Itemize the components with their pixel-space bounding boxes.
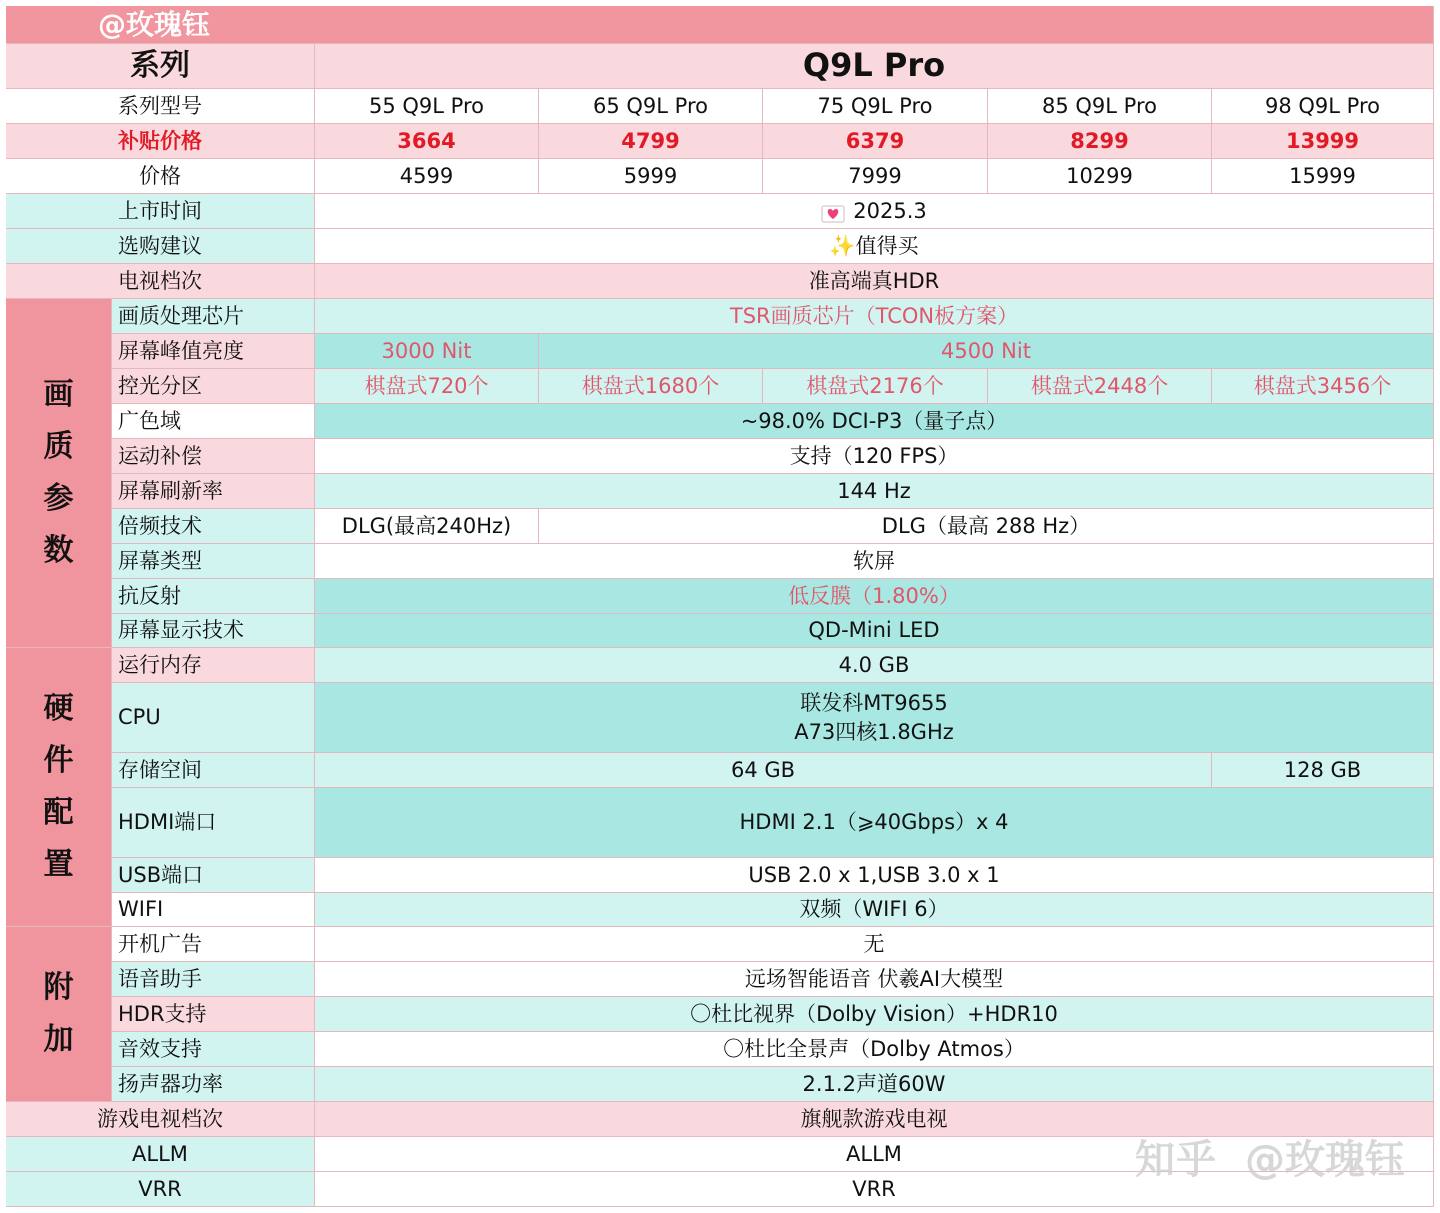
multiplier-65-98: DLG（最高 288 Hz） [539, 509, 1434, 544]
category-picture [6, 299, 112, 648]
panel-type-value: 软屏 [315, 544, 1434, 579]
row-label-display-tech: 屏幕显示技术 [112, 614, 315, 648]
price-75: 7999 [763, 159, 988, 194]
row-label-panel-type: 屏幕类型 [112, 544, 315, 579]
brightness-55: 3000 Nit [315, 334, 539, 369]
tier-value: 准高端真HDR [315, 264, 1434, 299]
subsidy-price-75: 6379 [763, 124, 988, 159]
heart-letter-icon [821, 202, 845, 220]
price-55: 4599 [315, 159, 539, 194]
chip-value: TSR画质芯片（TCON板方案） [315, 299, 1434, 334]
audio-value: 〇杜比全景声（Dolby Atmos） [315, 1032, 1434, 1067]
category-hardware [6, 648, 112, 927]
price-98: 15999 [1212, 159, 1434, 194]
row-label-storage: 存储空间 [112, 753, 315, 788]
cpu-line-2: A73四核1.8GHz [794, 719, 954, 744]
boot-ad-value: 无 [315, 927, 1434, 962]
model-65: 65 Q9L Pro [539, 89, 763, 124]
hdr-value: 〇杜比视界（Dolby Vision）+HDR10 [315, 997, 1434, 1032]
antiglare-value: 低反膜（1.80%） [315, 579, 1434, 614]
row-label-hdr: HDR支持 [112, 997, 315, 1032]
ram-value: 4.0 GB [315, 648, 1434, 683]
usb-value: USB 2.0 x 1,USB 3.0 x 1 [315, 858, 1434, 893]
speaker-value: 2.1.2声道60W [315, 1067, 1434, 1102]
row-label-brightness: 屏幕峰值亮度 [112, 334, 315, 369]
cpu-value [315, 683, 1434, 753]
category-hardware-char-3: 配 [43, 795, 74, 830]
allm-value: ALLM [315, 1137, 1434, 1172]
row-label-memc: 运动补偿 [112, 439, 315, 474]
category-picture-char-2: 质 [43, 429, 74, 464]
category-hardware-char-1: 硬 [43, 691, 74, 726]
row-label-refresh: 屏幕刷新率 [112, 474, 315, 509]
site-watermark: 知乎 [1135, 1137, 1217, 1183]
vrr-value: VRR [315, 1172, 1434, 1207]
row-label-game-tier: 游戏电视档次 [6, 1102, 315, 1137]
row-label-dimming: 控光分区 [112, 369, 315, 404]
voice-value: 远场智能语音 伏羲AI大模型 [315, 962, 1434, 997]
row-label-model: 系列型号 [6, 89, 315, 124]
author-bar [6, 6, 1434, 44]
row-label-wifi: WIFI [112, 893, 315, 927]
category-extra-char-1: 附 [43, 970, 74, 1005]
row-label-hdmi: HDMI端口 [112, 788, 315, 858]
row-label-usb: USB端口 [112, 858, 315, 893]
model-98: 98 Q9L Pro [1212, 89, 1434, 124]
gamut-value: ~98.0% DCI-P3（量子点） [315, 404, 1434, 439]
row-label-speaker: 扬声器功率 [112, 1067, 315, 1102]
storage-98: 128 GB [1212, 753, 1434, 788]
refresh-value: 144 Hz [315, 474, 1434, 509]
author-label: @玫瑰钰 [98, 7, 211, 41]
dimming-98: 棋盘式3456个 [1212, 369, 1434, 404]
series-name: Q9L Pro [315, 44, 1434, 89]
row-label-boot-ad: 开机广告 [112, 927, 315, 962]
category-picture-char-3: 参 [43, 481, 74, 516]
game-tier-value: 旗舰款游戏电视 [315, 1102, 1434, 1137]
brightness-65-98: 4500 Nit [539, 334, 1434, 369]
subsidy-price-98: 13999 [1212, 124, 1434, 159]
release-value: 2025.3 [853, 198, 927, 223]
row-label-tier: 电视档次 [6, 264, 315, 299]
row-label-release: 上市时间 [6, 194, 315, 229]
series-label: 系列 [6, 44, 315, 89]
model-85: 85 Q9L Pro [988, 89, 1212, 124]
subsidy-price-85: 8299 [988, 124, 1212, 159]
wifi-value: 双频（WIFI 6） [315, 893, 1434, 927]
dimming-75: 棋盘式2176个 [763, 369, 988, 404]
row-label-chip: 画质处理芯片 [112, 299, 315, 334]
row-label-allm: ALLM [6, 1137, 315, 1172]
multiplier-55: DLG(最高240Hz) [315, 509, 539, 544]
category-picture-char-1: 画 [43, 377, 74, 412]
dimming-85: 棋盘式2448个 [988, 369, 1212, 404]
advice-value: ✨值得买 [315, 229, 1434, 264]
row-label-subsidy-price: 补贴价格 [6, 124, 315, 159]
row-label-voice: 语音助手 [112, 962, 315, 997]
row-label-vrr: VRR [6, 1172, 315, 1207]
row-label-advice: 选购建议 [6, 229, 315, 264]
storage-55-85: 64 GB [315, 753, 1212, 788]
cpu-line-1: 联发科MT9655 [800, 691, 948, 716]
category-extra-char-2: 加 [43, 1022, 74, 1057]
category-hardware-char-2: 件 [43, 743, 74, 778]
subsidy-price-65: 4799 [539, 124, 763, 159]
memc-value: 支持（120 FPS） [315, 439, 1434, 474]
row-label-audio: 音效支持 [112, 1032, 315, 1067]
subsidy-price-55: 3664 [315, 124, 539, 159]
model-75: 75 Q9L Pro [763, 89, 988, 124]
row-label-gamut: 广色域 [112, 404, 315, 439]
price-65: 5999 [539, 159, 763, 194]
price-85: 10299 [988, 159, 1212, 194]
release-date [315, 194, 1434, 229]
category-picture-char-4: 数 [43, 533, 74, 568]
row-label-multiplier: 倍频技术 [112, 509, 315, 544]
author-watermark: @玫瑰钰 [1245, 1137, 1405, 1183]
model-55: 55 Q9L Pro [315, 89, 539, 124]
row-label-cpu: CPU [112, 683, 315, 753]
spec-table [6, 6, 1434, 1207]
category-hardware-char-4: 置 [43, 847, 74, 882]
row-label-antiglare: 抗反射 [112, 579, 315, 614]
dimming-65: 棋盘式1680个 [539, 369, 763, 404]
category-extra [6, 927, 112, 1102]
row-label-ram: 运行内存 [112, 648, 315, 683]
hdmi-value: HDMI 2.1（⩾40Gbps）x 4 [315, 788, 1434, 858]
row-label-price: 价格 [6, 159, 315, 194]
dimming-55: 棋盘式720个 [315, 369, 539, 404]
display-tech-value: QD-Mini LED [315, 614, 1434, 648]
